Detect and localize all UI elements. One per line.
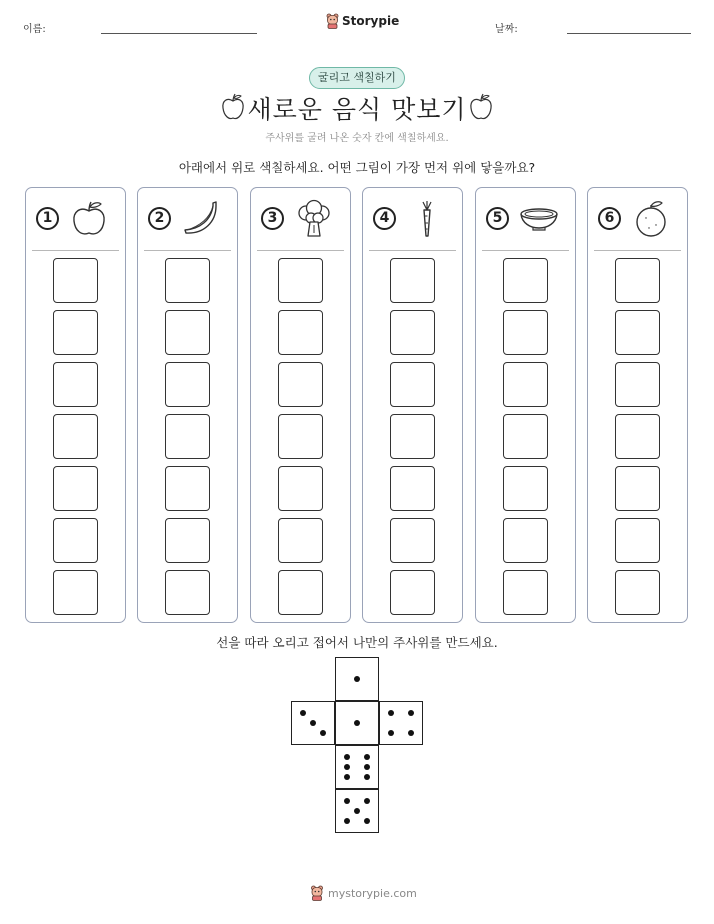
- color-box[interactable]: [165, 310, 210, 355]
- color-box[interactable]: [503, 570, 548, 615]
- column-number: 1: [36, 207, 59, 230]
- column-1: [25, 187, 126, 623]
- color-box[interactable]: [615, 570, 660, 615]
- color-box[interactable]: [390, 570, 435, 615]
- color-box[interactable]: [165, 518, 210, 563]
- dice-pip: [344, 754, 350, 760]
- color-box[interactable]: [165, 466, 210, 511]
- carrot-icon: [405, 198, 447, 240]
- column-3: [250, 187, 351, 623]
- color-box[interactable]: [278, 466, 323, 511]
- activity-tag: 굴리고 색칠하기: [309, 67, 405, 89]
- bear-mascot-icon: [310, 885, 324, 901]
- broccoli-icon: [293, 198, 335, 240]
- dice-pip: [344, 764, 350, 770]
- dice-pip: [320, 730, 326, 736]
- dice-instruction: 선을 따라 오리고 접어서 나만의 주사위를 만드세요.: [216, 635, 498, 650]
- banana-icon: [180, 198, 222, 240]
- column-divider: [32, 250, 119, 251]
- dice-pip: [408, 710, 414, 716]
- page-subtitle: 주사위를 굴려 나온 숫자 칸에 색칠하세요.: [265, 133, 449, 144]
- color-box[interactable]: [503, 362, 548, 407]
- color-box[interactable]: [390, 362, 435, 407]
- color-box[interactable]: [165, 570, 210, 615]
- color-box[interactable]: [390, 466, 435, 511]
- column-divider: [594, 250, 681, 251]
- date-label: 날짜:: [495, 24, 518, 35]
- dice-pip: [364, 774, 370, 780]
- bear-mascot-icon: [326, 13, 339, 29]
- color-box[interactable]: [165, 258, 210, 303]
- dice-pip: [408, 730, 414, 736]
- dice-face: [335, 657, 379, 701]
- dice-face: [335, 789, 379, 833]
- color-box[interactable]: [390, 258, 435, 303]
- dice-face: [335, 701, 379, 745]
- color-box[interactable]: [53, 362, 98, 407]
- dice-pip: [354, 808, 360, 814]
- dice-pip: [344, 818, 350, 824]
- dice-pip: [388, 730, 394, 736]
- color-box[interactable]: [278, 310, 323, 355]
- column-number: 4: [373, 207, 396, 230]
- dice-pip: [364, 798, 370, 804]
- page-title: 새로운 음식 맛보기: [247, 95, 467, 124]
- color-box[interactable]: [165, 362, 210, 407]
- color-box[interactable]: [503, 518, 548, 563]
- name-label: 이름:: [23, 24, 46, 35]
- column-divider: [257, 250, 344, 251]
- color-box[interactable]: [503, 258, 548, 303]
- color-box[interactable]: [278, 258, 323, 303]
- dice-pip: [310, 720, 316, 726]
- color-box[interactable]: [165, 414, 210, 459]
- color-box[interactable]: [53, 518, 98, 563]
- color-box[interactable]: [503, 466, 548, 511]
- column-5: [475, 187, 576, 623]
- color-box[interactable]: [53, 258, 98, 303]
- color-box[interactable]: [278, 362, 323, 407]
- coloring-instruction: 아래에서 위로 색칠하세요. 어떤 그림이 가장 먼저 위에 닿을까요?: [178, 160, 536, 175]
- color-box[interactable]: [53, 310, 98, 355]
- dice-pip: [364, 764, 370, 770]
- dice-pip: [354, 720, 360, 726]
- column-6: [587, 187, 688, 623]
- dice-pip: [344, 774, 350, 780]
- dice-pip: [364, 754, 370, 760]
- column-number: 5: [486, 207, 509, 230]
- column-divider: [369, 250, 456, 251]
- color-box[interactable]: [53, 570, 98, 615]
- dice-face: [291, 701, 335, 745]
- orange-icon: [630, 198, 672, 240]
- footer-url: mystorypie.com: [328, 886, 417, 900]
- color-box[interactable]: [53, 466, 98, 511]
- color-box[interactable]: [615, 414, 660, 459]
- dice-pip: [354, 676, 360, 682]
- color-box[interactable]: [278, 518, 323, 563]
- storypie-logo: [326, 13, 399, 29]
- color-box[interactable]: [615, 258, 660, 303]
- color-box[interactable]: [278, 570, 323, 615]
- color-box[interactable]: [390, 518, 435, 563]
- dice-pip: [364, 818, 370, 824]
- bowl-icon: [518, 198, 560, 240]
- column-divider: [144, 250, 231, 251]
- color-box[interactable]: [390, 414, 435, 459]
- column-4: [362, 187, 463, 623]
- dice-pip: [388, 710, 394, 716]
- name-line[interactable]: [101, 33, 257, 34]
- brand-name: Storypie: [342, 14, 400, 28]
- dice-net: [291, 657, 423, 833]
- color-box[interactable]: [503, 310, 548, 355]
- color-box[interactable]: [278, 414, 323, 459]
- column-number: 3: [261, 207, 284, 230]
- date-line[interactable]: [567, 33, 691, 34]
- dice-face: [335, 745, 379, 789]
- column-divider: [482, 250, 569, 251]
- color-box[interactable]: [615, 466, 660, 511]
- apple-outline-icon: [467, 92, 495, 122]
- color-box[interactable]: [53, 414, 98, 459]
- column-number: 2: [148, 207, 171, 230]
- color-box[interactable]: [615, 310, 660, 355]
- color-box[interactable]: [615, 518, 660, 563]
- dice-pip: [300, 710, 306, 716]
- color-box[interactable]: [615, 362, 660, 407]
- color-box[interactable]: [503, 414, 548, 459]
- dice-pip: [344, 798, 350, 804]
- column-number: 6: [598, 207, 621, 230]
- color-box[interactable]: [390, 310, 435, 355]
- dice-face: [379, 701, 423, 745]
- footer: [310, 885, 417, 901]
- column-2: [137, 187, 238, 623]
- apple-icon: [68, 198, 110, 240]
